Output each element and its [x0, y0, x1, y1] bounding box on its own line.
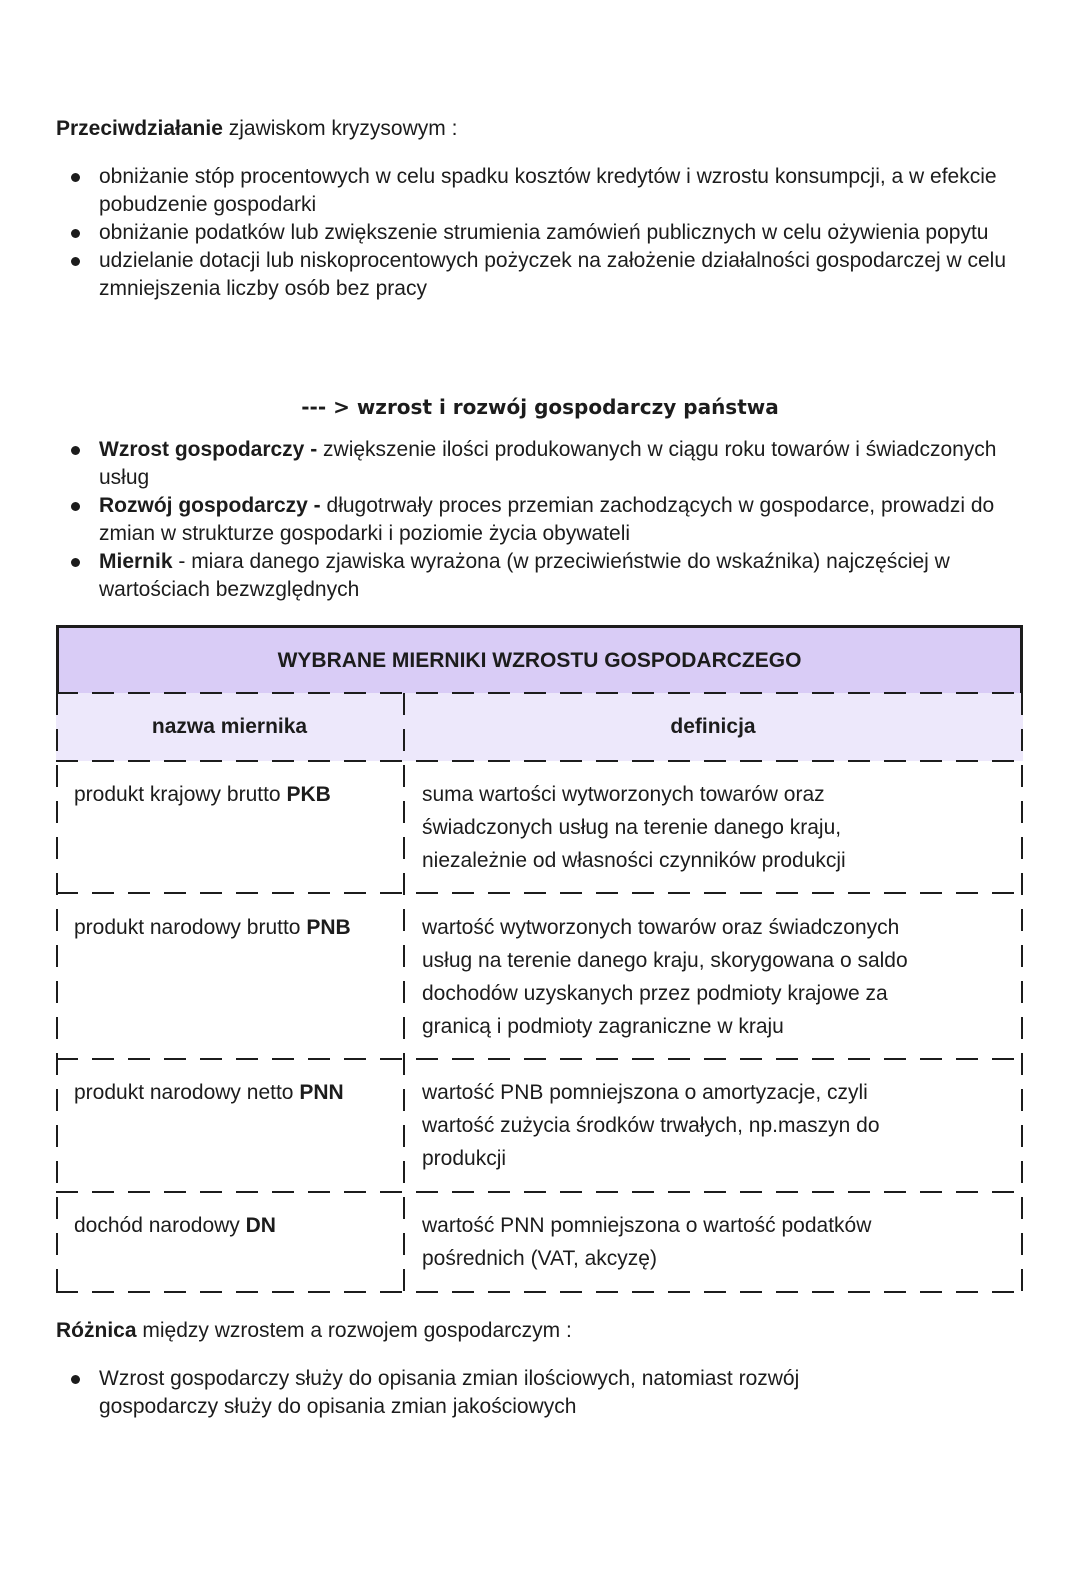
list-item: obniżanie stóp procentowych w celu spadku kosztów kredytów i wzrostu konsumpcji, a w efekcie pobudzenie gospodarki — [56, 163, 1026, 219]
definition-line: dochodów uzyskanych przez podmioty krajowe za — [422, 982, 888, 1005]
definition-line: niezależnie od własności czynników produkcji — [422, 849, 846, 872]
difference-list — [56, 1365, 916, 1421]
list-item: obniżanie podatków lub zwiększenie strumienia zamówień publicznych w celu ożywienia popytu — [56, 219, 1026, 247]
measure-name: produkt narodowy brutto — [74, 916, 307, 939]
measure-name: produkt narodowy netto — [74, 1081, 300, 1104]
measures-table — [56, 625, 1023, 1293]
list-item: Wzrost gospodarczy służy do opisania zmian ilościowych, natomiast rozwój gospodarczy służy do opisania zmian jakościowych — [56, 1365, 916, 1421]
difference-heading-bold: Różnica — [56, 1319, 137, 1342]
intro-heading-bold: Przeciwdziałanie — [56, 117, 223, 140]
measure-abbr: PNB — [306, 916, 351, 939]
table-row-4-name — [74, 1209, 276, 1242]
difference-heading — [56, 1317, 572, 1345]
definition-text: zwiększenie ilości produkowanych w ciągu roku towarów i świadczonych usług — [99, 438, 997, 489]
definition-line: wartość zużycia środków trwałych, np.maszyn do — [422, 1114, 880, 1137]
definition-line: wartość PNN pomniejszona o wartość podatków — [422, 1214, 872, 1237]
list-item: udzielanie dotacji lub niskoprocentowych pożyczek na założenie działalności gospodarczej w celu zmniejszenia liczby osób bez pracy — [56, 247, 1026, 303]
section-subheading: --- > wzrost i rozwój gospodarczy państwa — [301, 395, 779, 419]
table-title: WYBRANE MIERNIKI WZROSTU GOSPODARCZEGO — [56, 625, 1023, 693]
definition-line: świadczonych usług na terenie danego kraju, — [422, 816, 842, 839]
difference-heading-rest: między wzrostem a rozwojem gospodarczym : — [136, 1319, 572, 1342]
definition-line: wartość wytworzonych towarów oraz świadczonych — [422, 916, 900, 939]
intro-heading — [56, 115, 457, 143]
measure-name: produkt krajowy brutto — [74, 783, 287, 806]
intro-heading-rest: zjawiskom kryzysowym : — [222, 117, 458, 140]
table-row-2-definition — [422, 911, 908, 1043]
definition-item — [56, 436, 1026, 492]
measure-abbr: PKB — [286, 783, 331, 806]
definitions-list — [56, 436, 1026, 604]
definition-item — [56, 548, 1026, 604]
table-row-1-definition — [422, 778, 846, 877]
definition-line: wartość PNB pomniejszona o amortyzacje, czyli — [422, 1081, 868, 1104]
definition-item — [56, 492, 1026, 548]
crisis-countermeasures-list — [56, 163, 1026, 303]
definition-line: granicą i podmioty zagraniczne w kraju — [422, 1015, 784, 1038]
table-header-name: nazwa miernika — [151, 715, 308, 738]
table-row-1-name — [74, 778, 331, 811]
measure-abbr: PNN — [299, 1081, 344, 1104]
definition-text: długotrwały proces przemian zachodzących w gospodarce, prowadzi do zmian w strukturze gospodarki i poziomie życia obywateli — [99, 494, 995, 545]
definition-line: suma wartości wytworzonych towarów oraz — [422, 783, 825, 806]
table-row-3-name — [74, 1076, 344, 1109]
measure-abbr: DN — [245, 1214, 276, 1237]
table-row-4-definition — [422, 1209, 871, 1275]
measure-name: dochód narodowy — [74, 1214, 246, 1237]
definition-term: Rozwój gospodarczy - — [99, 494, 321, 517]
table-header-definition: definicja — [670, 715, 756, 738]
definition-term: Wzrost gospodarczy - — [99, 438, 318, 461]
table-row-3-definition — [422, 1076, 880, 1175]
definition-line: produkcji — [422, 1147, 507, 1170]
table-row-2-name — [74, 911, 351, 944]
definition-text: - miara danego zjawiska wyrażona (w przeciwieństwie do wskaźnika) najczęściej w wartościach bezwzględnych — [99, 550, 950, 601]
definition-line: pośrednich (VAT, akcyzę) — [422, 1247, 657, 1270]
definition-line: usług na terenie danego kraju, skorygowana o saldo — [422, 949, 908, 972]
definition-term: Miernik — [99, 550, 173, 573]
